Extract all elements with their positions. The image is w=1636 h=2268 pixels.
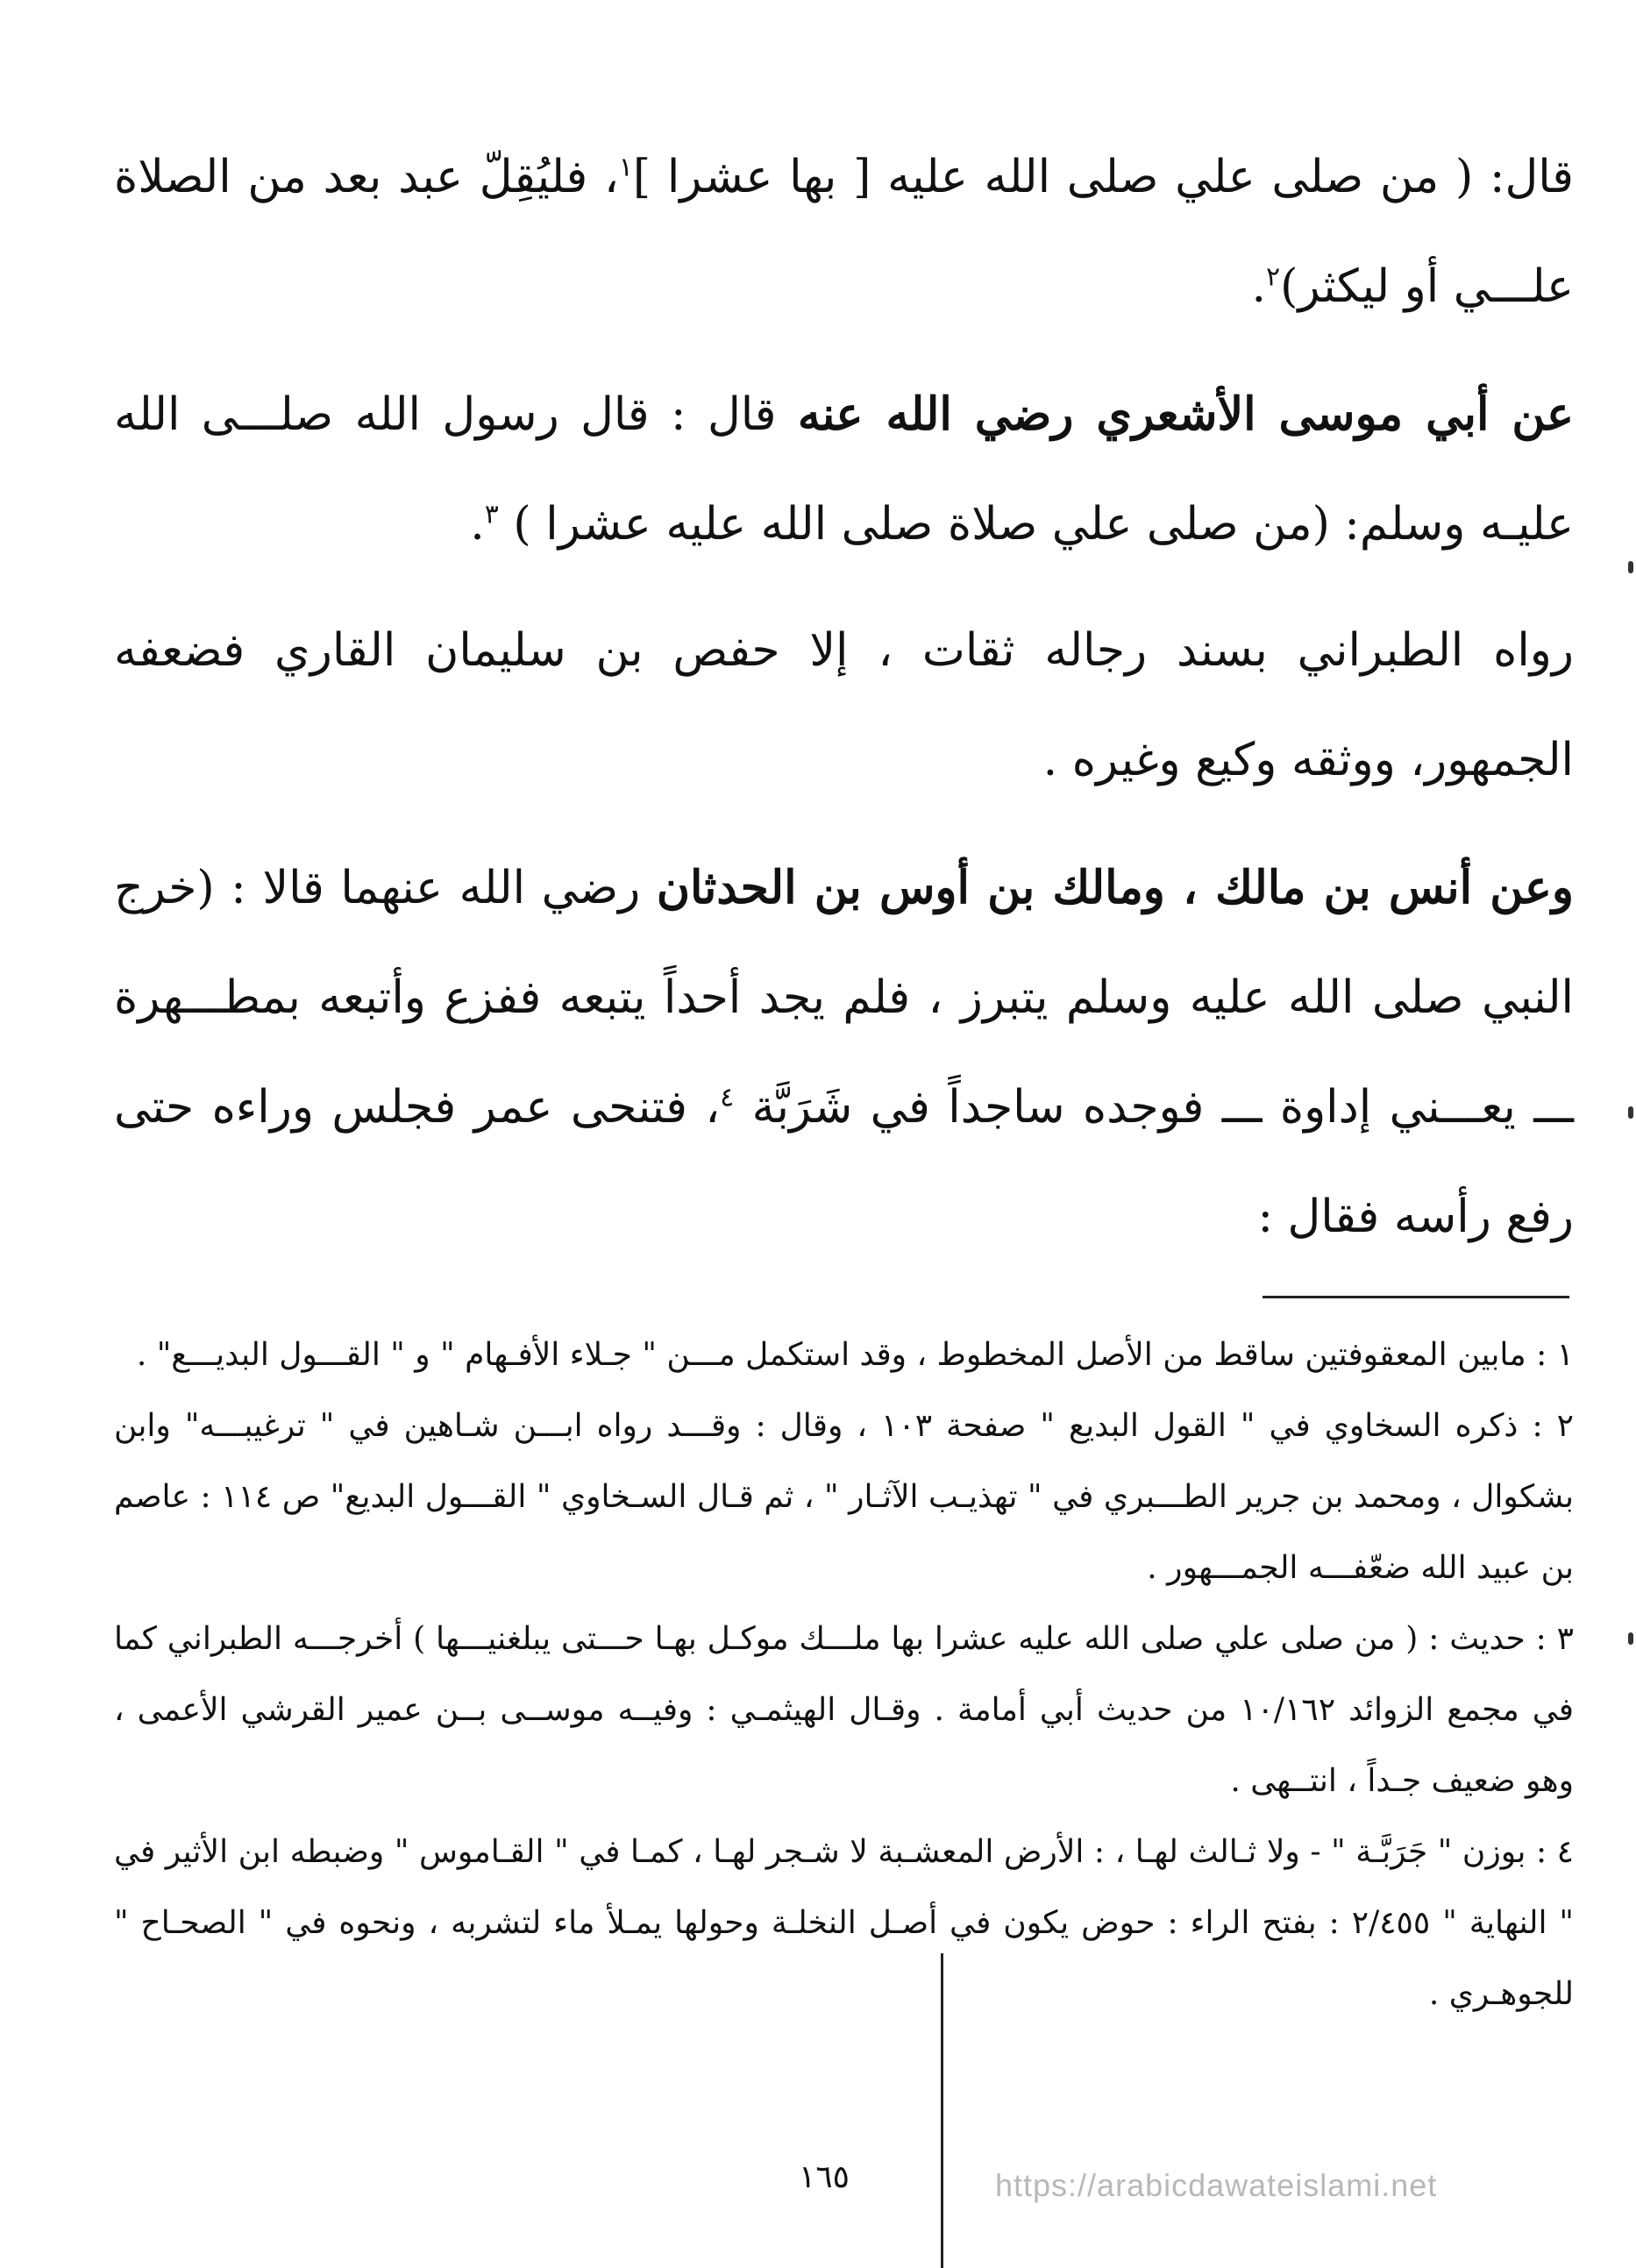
- footnote-number: ٢ :: [1532, 1408, 1574, 1444]
- paragraph-4: [114, 833, 1574, 1272]
- footnote-divider: [1263, 1296, 1569, 1298]
- scan-edge-mark: [1628, 1106, 1633, 1119]
- footnote-number: ١ :: [1536, 1337, 1574, 1373]
- footnote-text: ذكره السخاوي في " القول البديع " صفحة ١٠٣ ، وقال : وقـــد رواه ابـــن شـاهين في " ترغيبـــه" وابن بشكوال ، ومحمد بن جرير الطـــبري في " تهذيـب الآثـار " ، ثم قـال السـخاوي " القـــول البديع" ص ١١٤ : عاصم بن عبيد الله ضعّفـــه الجمـــهور .: [114, 1408, 1574, 1586]
- narrator-name: عن أبي موسى الأشعري رضي الله عنه: [797, 387, 1574, 441]
- paragraph-4-text: [114, 833, 1574, 1272]
- paragraph-3-text: [114, 596, 1574, 815]
- paragraph-2: [114, 359, 1574, 579]
- paragraph-segment: .: [1251, 260, 1267, 313]
- paragraph-segment: قال: ( من صلى علي صلى الله عليه [ بها عشرا ]: [632, 151, 1574, 203]
- footnotes-section: [114, 1319, 1574, 2030]
- footnote-reference: ٢: [1266, 261, 1281, 293]
- footnote-3: [114, 1603, 1574, 1817]
- paragraph-segment: رواه الطبراني بسند رجاله ثقات ، إلا حفص بن سليمان القاري فضعفه الجمهور، ووثقه وكيع وغيره .: [114, 624, 1574, 786]
- paragraph-segment: ، فليُقِلّ عبد بعد من الصلاة علـــي أو ليكثر): [114, 151, 1574, 313]
- footnote-text: حديث : ( من صلى علي صلى الله عليه عشرا بها ملـــك موكـل بهـا حـــتى يبلغنيـــها ) أخرجـــه الطبراني كما في مجمع الزوائد ١٠/١٦٢ من حديث أبي أمامة . وقـال الهيثمـي : وفيــه موســى بــن عمير القرشي الأعمى ، وهو ضعيف جـداً ، انتــهى .: [114, 1621, 1574, 1799]
- footnote-reference: ١: [618, 152, 633, 183]
- footnote-text: بوزن " جَرَبَّـة " - ولا ثـالث لهـا ، : الأرض المعشـبة لا شـجر لهـا ، كمـا في " القـاموس " وضبطه ابن الأثير في " النهاية " ٢/٤٥٥ : بفتح الراء : حوض يكون في أصـل النخلـة وحولها يمـلأ ماء لتشربه ، ونحوه في " الصحـاح " للجوهـري .: [114, 1834, 1574, 2012]
- watermark-url: https://arabicdawateislami.net: [995, 2167, 1438, 2203]
- paragraph-1-text: [114, 123, 1574, 342]
- paragraph-3: [114, 596, 1574, 815]
- paragraph-segment: قال : قال رسول الله صلـــى الله عليـه وسلم: (من صلى علي صلاة صلى الله عليه عشرا ): [114, 388, 1574, 551]
- footnote-number: ٤ :: [1535, 1834, 1574, 1870]
- footnote-reference: ٤: [720, 1082, 735, 1113]
- paragraph-1: [114, 123, 1574, 342]
- scan-edge-mark: [1628, 1632, 1633, 1645]
- scan-vertical-line: [941, 1953, 943, 2268]
- footnote-1: [114, 1319, 1574, 1390]
- footnote-2: [114, 1390, 1574, 1603]
- footnote-text: مابين المعقوفتين ساقط من الأصل المخطوط ، وقد استكمل مـــن " جـلاء الأفـهام " و " القـــول البديـــع" .: [136, 1337, 1526, 1373]
- page-number: ١٦٥: [798, 2159, 850, 2195]
- paragraph-segment: ، فتنحى عمر فجلس وراءه حتى رفع رأسه فقال :: [114, 1081, 1574, 1243]
- paragraph-2-text: [114, 359, 1574, 579]
- footnote-4: [114, 1817, 1574, 2030]
- scan-edge-mark: [1628, 561, 1633, 573]
- paragraph-segment: رضي الله عنهما قالا : (خرج النبي صلى الله عليه وسلم يتبرز ، فلم يجد أحداً يتبعه ففزع وأتبعه بمطـــهرة ـــ يعـــني إداوة ـــ فوجده ساجداً في شَرَبَّة: [114, 862, 1574, 1134]
- narrator-name: وعن أنس بن مالك ، ومالك بن أوس بن الحدثان: [656, 861, 1575, 914]
- footnote-reference: ٣: [484, 499, 499, 530]
- footnote-number: ٣ :: [1535, 1621, 1575, 1657]
- paragraph-segment: .: [470, 498, 485, 551]
